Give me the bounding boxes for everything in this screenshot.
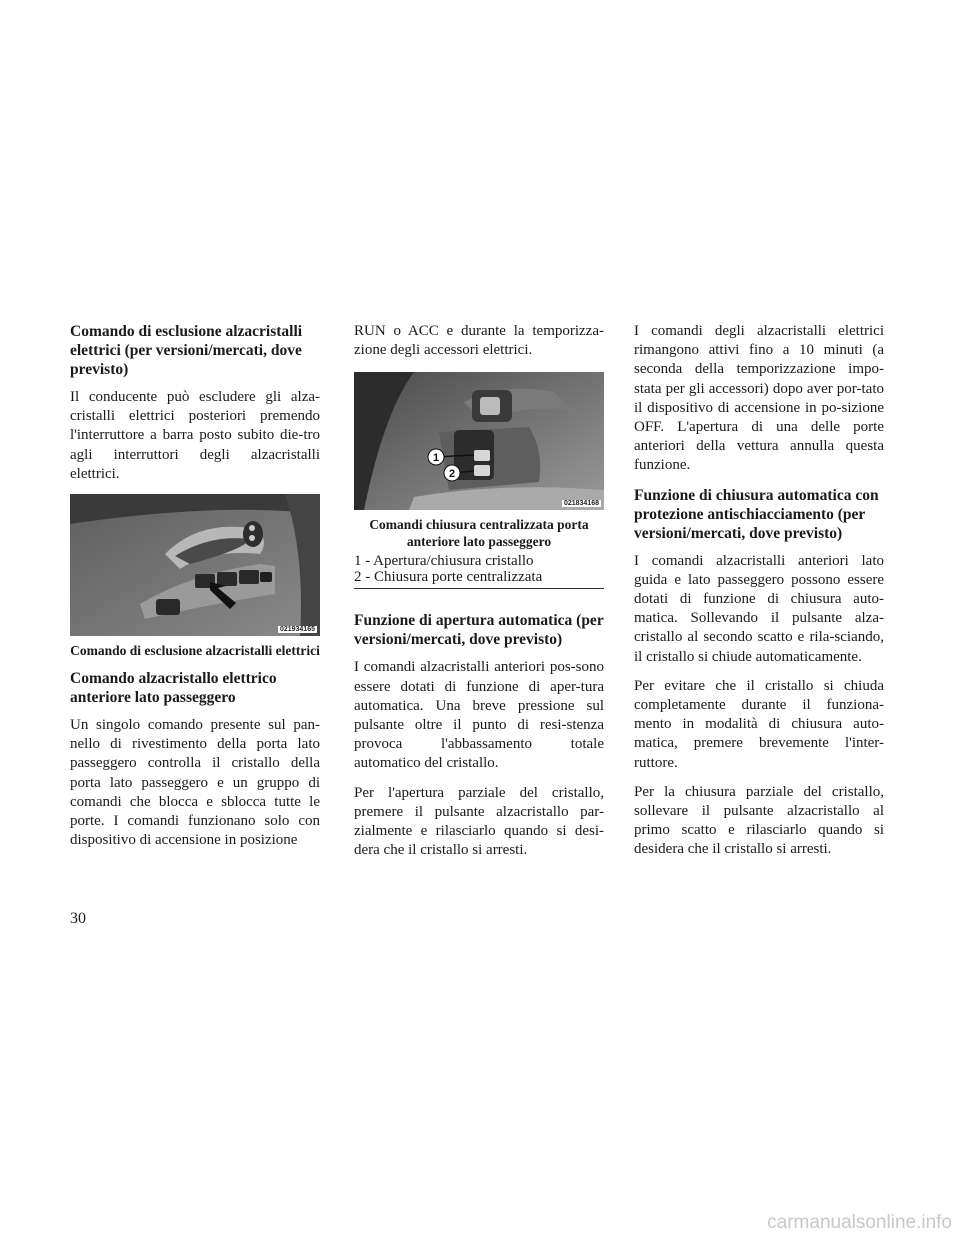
column-left [70,322,320,860]
figure-code: 021934165 [279,626,315,634]
paragraph-passenger-switch-description: Un singolo comando presente sul pan-nello di rivestimento della porta lato passeggero controlla il cristallo della porta lato passeggero e un gruppo di comandi che blocca e sblocca tutte le porte. I comandi funzionano solo con dispositivo di accensione in posizione [70,717,320,849]
paragraph-lockout-description: Il conducente può escludere gli alza-cristalli elettrici posteriori premendo l'interruttore a barra posto subito die-tro agli interruttori degli alzacristalli elettrici. [70,389,320,482]
heading-window-lockout: Comando di esclusione alzacristalli elettrici (per versioni/mercati, dove previsto) [70,323,303,378]
paragraph-stop-auto-up: Per evitare che il cristallo si chiuda completamente durante il funziona-mento in modalità di chiusura auto-matica, premere brevemente l'inter-ruttore. [634,677,884,771]
paragraph-accessory-delay: I comandi degli alzacristalli elettrici rimangono attivi fino a 10 minuti (a seconda della temporizzazione impo-stata per gli accessori) dopo aver por-tato il dispositivo di accensione in po-sizione OFF. L'apertura di una delle porte anteriori della vettura annulla questa funzione. [634,323,884,474]
paragraph-auto-up: I comandi alzacristalli anteriori lato guida e lato passeggero possono essere dotati di funzione di chiusura auto-matica. Sollevando il pulsante alza-cristallo al secondo scatto e rila-sciando, il cristallo si chiude automaticamente. [634,552,884,665]
column-middle [354,322,604,870]
heading-auto-up-pinch-protection: Funzione di chiusura automatica con protezione antischiacciamento (per versioni/mercati, dove previsto) [634,486,879,542]
paragraph-continuation: RUN o ACC e durante la temporizza-zione degli accessori elettrici. [354,323,604,359]
paragraph-partial-closing: Per la chiusura parziale del cristallo, sollevare il pulsante alzacristallo al primo scatto e rilasciarlo quando si desidera che il cristallo si arresti. [634,783,884,858]
legend-item-2: 2 - Chiusura porte centralizzata [354,568,543,585]
figure-lockout-switch [70,494,320,636]
heading-passenger-window-switch: Comando alzacristallo elettrico anteriore lato passeggero [70,670,277,707]
callout-2: 2 [448,468,456,481]
heading-auto-down: Funzione di apertura automatica (per versioni/mercati, dove previsto) [354,612,604,649]
legend-divider [354,588,604,589]
figure-caption: Comandi chiusura centralizzata porta anteriore lato passeggero [369,517,589,550]
door-panel-illustration [70,494,320,636]
column-right [634,322,884,870]
figure-code: 021834168 [563,500,599,508]
passenger-door-illustration [354,372,604,510]
paragraph-auto-down: I comandi alzacristalli anteriori pos-sono essere dotati di funzione di aper-tura automatica. Una breve pressione sul pulsante oltre il punto di resi-stenza provoca l'abbassamento totale automatico del cristallo. [354,659,604,772]
callout-1: 1 [432,452,440,465]
legend-item-1: 1 - Apertura/chiusura cristallo [354,553,534,570]
figure-legend [354,554,604,585]
watermark: carmanualsonline.info [767,1212,952,1233]
page-number: 30 [70,910,86,927]
figure-central-locking [354,372,604,510]
figure-caption: Comando di esclusione alzacristalli elettrici [70,643,320,659]
paragraph-partial-opening: Per l'apertura parziale del cristallo, premere il pulsante alzacristallo par-zialmente e rilasciarlo quando si desi-dera che il cristallo si arresti. [354,784,604,859]
